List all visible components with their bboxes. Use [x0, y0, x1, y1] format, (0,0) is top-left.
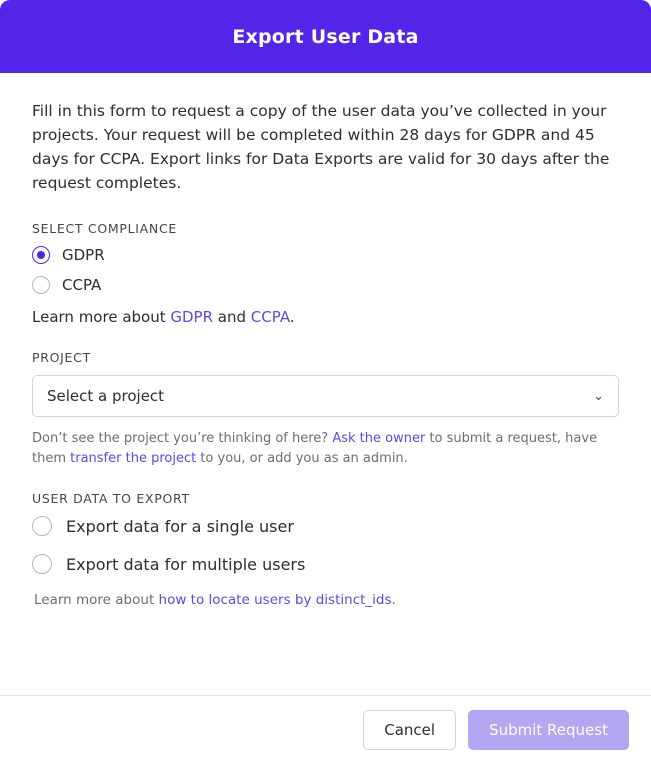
- project-helper-prefix: Don’t see the project you’re thinking of here?: [32, 431, 333, 446]
- compliance-learn-more: [32, 308, 619, 326]
- select-compliance-label: SELECT COMPLIANCE: [32, 221, 177, 236]
- radio-gdpr-label: GDPR: [62, 246, 105, 264]
- transfer-the-project-link[interactable]: transfer the project: [70, 451, 197, 466]
- project-helper-suffix: to you, or add you as an admin.: [196, 451, 408, 466]
- radio-option-gdpr[interactable]: [32, 246, 619, 264]
- compliance-learn-suffix: .: [289, 308, 295, 326]
- radio-option-ccpa[interactable]: [32, 276, 619, 294]
- gdpr-link[interactable]: GDPR: [170, 308, 214, 326]
- project-helper-text: [32, 429, 612, 469]
- compliance-learn-prefix: Learn more about: [32, 308, 171, 326]
- project-helper-middle: to submit a request, have them: [32, 431, 598, 466]
- submit-request-button[interactable]: Submit Request: [468, 710, 629, 750]
- radio-single-user-label: Export data for a single user: [66, 516, 294, 536]
- radio-option-single-user[interactable]: [32, 516, 619, 536]
- compliance-learn-middle: and: [213, 308, 251, 326]
- distinct-ids-note-prefix: Learn more about: [34, 592, 159, 608]
- cancel-button[interactable]: Cancel: [363, 710, 456, 750]
- user-data-to-export-label: USER DATA TO EXPORT: [32, 491, 190, 506]
- radio-ccpa-icon[interactable]: [32, 276, 50, 294]
- radio-multiple-users-label: Export data for multiple users: [66, 554, 306, 574]
- project-select[interactable]: [32, 375, 619, 417]
- radio-gdpr-icon[interactable]: [32, 246, 50, 264]
- modal-footer: [0, 695, 651, 764]
- project-select-wrapper: [32, 375, 619, 417]
- radio-option-multiple-users[interactable]: [32, 554, 619, 574]
- distinct-ids-note-suffix: .: [391, 592, 396, 608]
- project-select-value: Select a project: [47, 387, 165, 405]
- ask-the-owner-link[interactable]: Ask the owner: [332, 431, 426, 446]
- chevron-down-icon[interactable]: ⌄: [593, 388, 604, 404]
- radio-ccpa-label: CCPA: [62, 276, 102, 294]
- modal-body: [0, 73, 651, 695]
- distinct-ids-note: [34, 592, 619, 608]
- radio-single-user-icon[interactable]: [32, 516, 52, 536]
- intro-text: Fill in this form to request a copy of the user data you’ve collected in your projects. Your request will be completed within 28 days for GDPR and 45 days for CCPA. Export links for Data Exports are valid for 30 days after the request completes.: [32, 102, 610, 192]
- page-title: Export User Data: [232, 25, 419, 48]
- project-label: PROJECT: [32, 350, 91, 365]
- modal-header: [0, 0, 651, 73]
- ccpa-link[interactable]: CCPA: [250, 308, 290, 326]
- locate-users-link[interactable]: how to locate users by distinct_ids: [158, 592, 392, 608]
- radio-multiple-users-icon[interactable]: [32, 554, 52, 574]
